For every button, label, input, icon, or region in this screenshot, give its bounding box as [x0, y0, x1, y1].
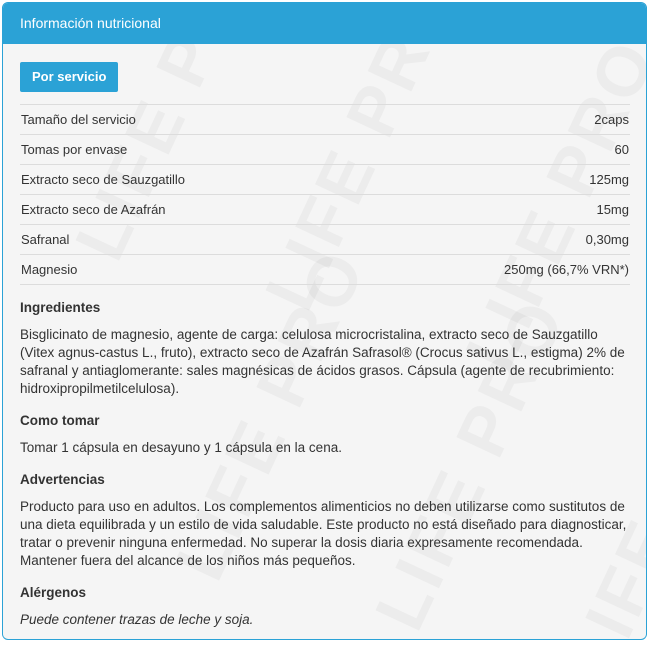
warnings-title: Advertencias — [20, 472, 105, 487]
usage-title: Como tomar — [20, 413, 100, 428]
table-row — [20, 105, 630, 135]
row-label: Tomas por envase — [21, 142, 128, 157]
allergens-title: Alérgenos — [20, 585, 87, 600]
row-value: 2caps — [594, 112, 629, 127]
per-serving-tab[interactable]: Por servicio — [20, 62, 118, 92]
row-label: Safranal — [21, 232, 70, 247]
ingredients-text: Bisglicinato de magnesio, agente de carga: celulosa microcristalina, extracto seco de Sauzgatillo (Vitex agnus-castus L., fruto), extracto seco de Azafrán Safrasol® (Crocus sativus L., estigma) 2% de safranal y antiaglomerante: sales magnésicas de ácidos grasos. Cápsula (agente de recubrimiento: hidroxipropilmetilcelulosa). — [20, 327, 625, 396]
row-label: Extracto seco de Azafrán — [21, 202, 166, 217]
row-value: 250mg (66,7% VRN*) — [504, 262, 629, 277]
row-label: Tamaño del servicio — [21, 112, 136, 127]
nutrition-panel — [2, 2, 647, 640]
allergens-text: Puede contener trazas de leche y soja. — [20, 612, 254, 627]
row-value: 15mg — [596, 202, 629, 217]
row-value: 60 — [614, 142, 629, 157]
table-row — [20, 135, 630, 165]
row-label: Magnesio — [21, 262, 78, 277]
row-label: Extracto seco de Sauzgatillo — [21, 172, 186, 187]
warnings-text: Producto para uso en adultos. Los complementos alimenticios no deben utilizarse como sustitutos de una dieta equilibrada y un estilo de vida saludable. Este producto no está diseñado para diagnosticar, tratar o prevenir ninguna enfermedad. No superar la dosis diaria expresamente recomendada. Mantener fuera del alcance de los niños más pequeños. — [20, 499, 627, 568]
panel-header: Información nutricional — [3, 3, 646, 44]
nutrition-table — [20, 104, 630, 285]
usage-text: Tomar 1 cápsula en desayuno y 1 cápsula en la cena. — [20, 440, 342, 455]
ingredients-title: Ingredientes — [20, 300, 101, 315]
row-value: 0,30mg — [585, 232, 629, 247]
table-row — [20, 225, 630, 255]
table-row — [20, 195, 630, 225]
table-row — [20, 255, 630, 285]
row-value: 125mg — [589, 172, 629, 187]
table-row — [20, 165, 630, 195]
panel-content — [3, 44, 646, 629]
